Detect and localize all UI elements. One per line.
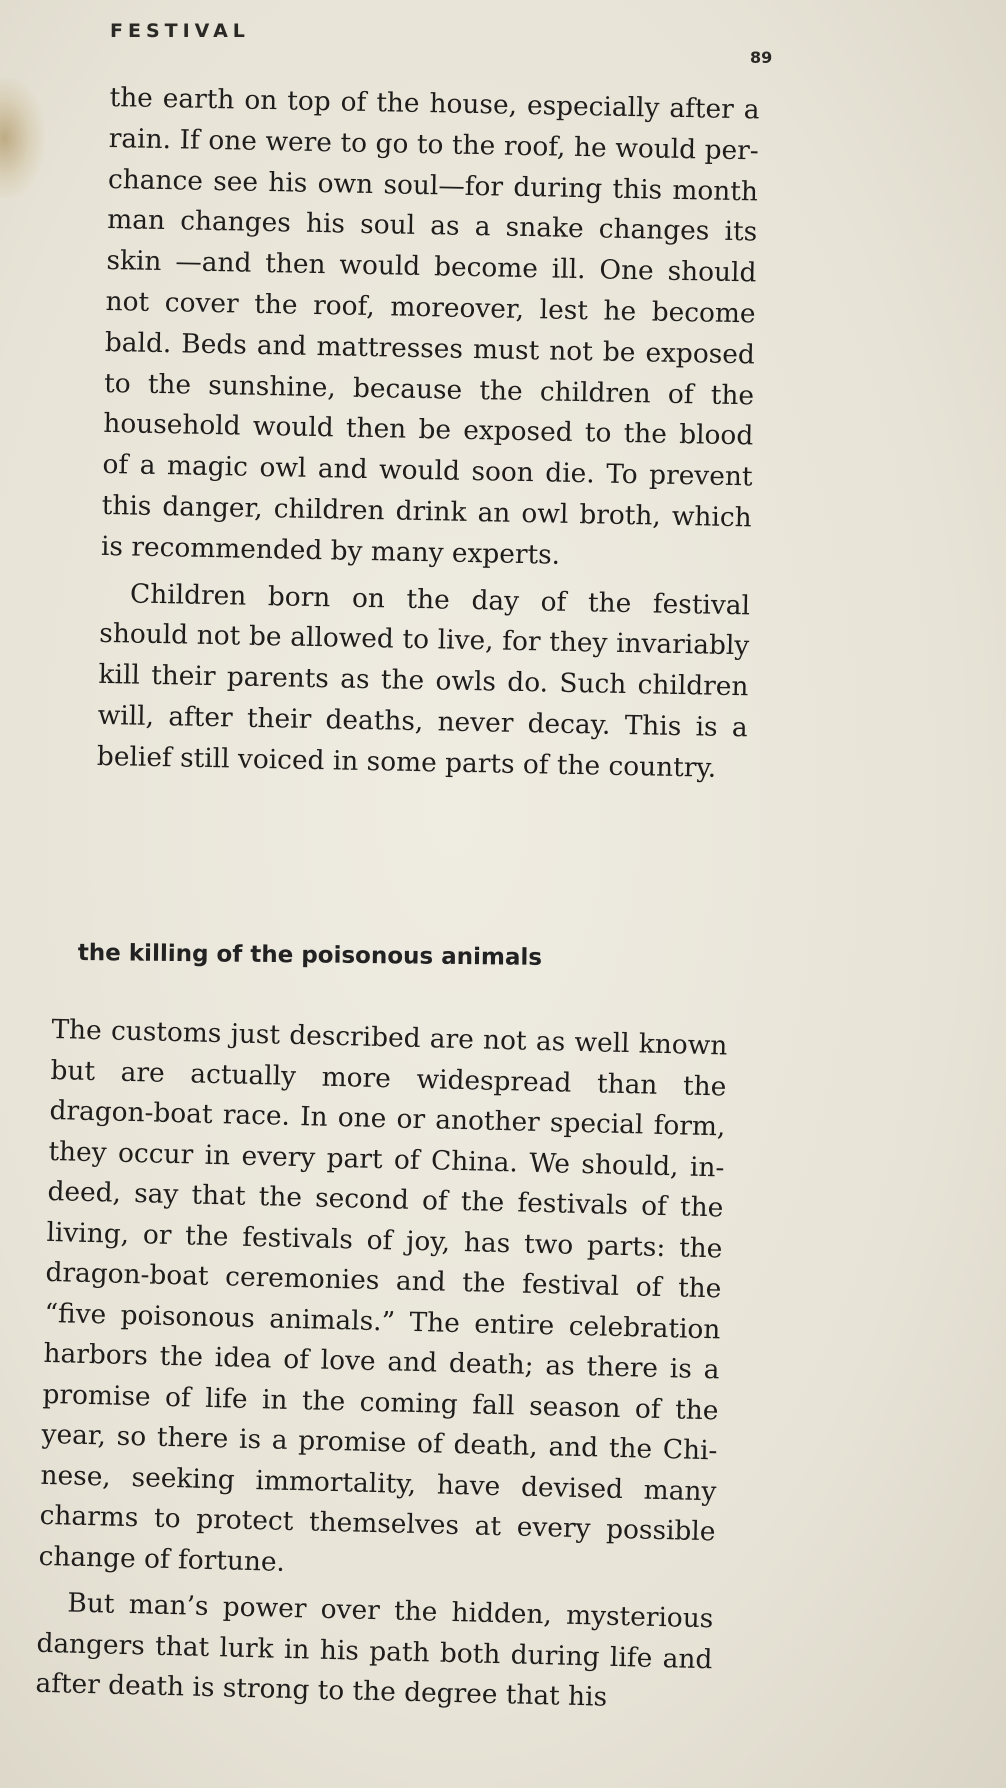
paragraph: The customs just described are not as well known but are actually more widespread than the dragon-boat race. In one or another special form, they occur in every part of China. We should, indeed, say that the second of the festivals of the living, or the festivals of joy, has two parts: the dragon-boat ceremonies and the festival of the “five poisonous animals.” The entire celebration harbors the idea of love and death; as there is a promise of life in the coming fall season of the year, so there is a promise of death, and the Chinese, seeking immortality, have devised many charms to protect themselves at every possible change of fortune. bbox=[38, 1013, 728, 1578]
running-head: FESTIVAL bbox=[110, 20, 250, 42]
section-heading: the killing of the poisonous animals bbox=[77, 940, 543, 971]
page-number: 89 bbox=[750, 48, 773, 67]
paragraph: the earth on top of the house, especially after a rain. If one were to go to the roof, he would perchance see his own soul—for during this month man changes his soul as a snake changes its skin —and then would become ill. One should not cover the roof, moreover, lest he become bald. Beds and mattresses must not be exposed to the sunshine, because the children of the household would then be exposed to the blood of a magic owl and would soon die. To prevent this danger, children drink an owl broth, which is recommended by many experts. bbox=[100, 81, 760, 571]
page-stain bbox=[0, 78, 44, 198]
paragraph: Children born on the day of the festival should not be allowed to live, for they invariably kill their parents as the owls do. Such children will, after their deaths, never decay. This is a belief still voiced in some parts of the country. bbox=[96, 578, 751, 784]
bottom-text-block bbox=[35, 1010, 728, 1721]
top-text-block bbox=[97, 78, 760, 790]
paragraph: But man’s power over the hidden, mysterious dangers that lurk in his path both during life and after death is strong to the degree that his bbox=[35, 1587, 714, 1713]
